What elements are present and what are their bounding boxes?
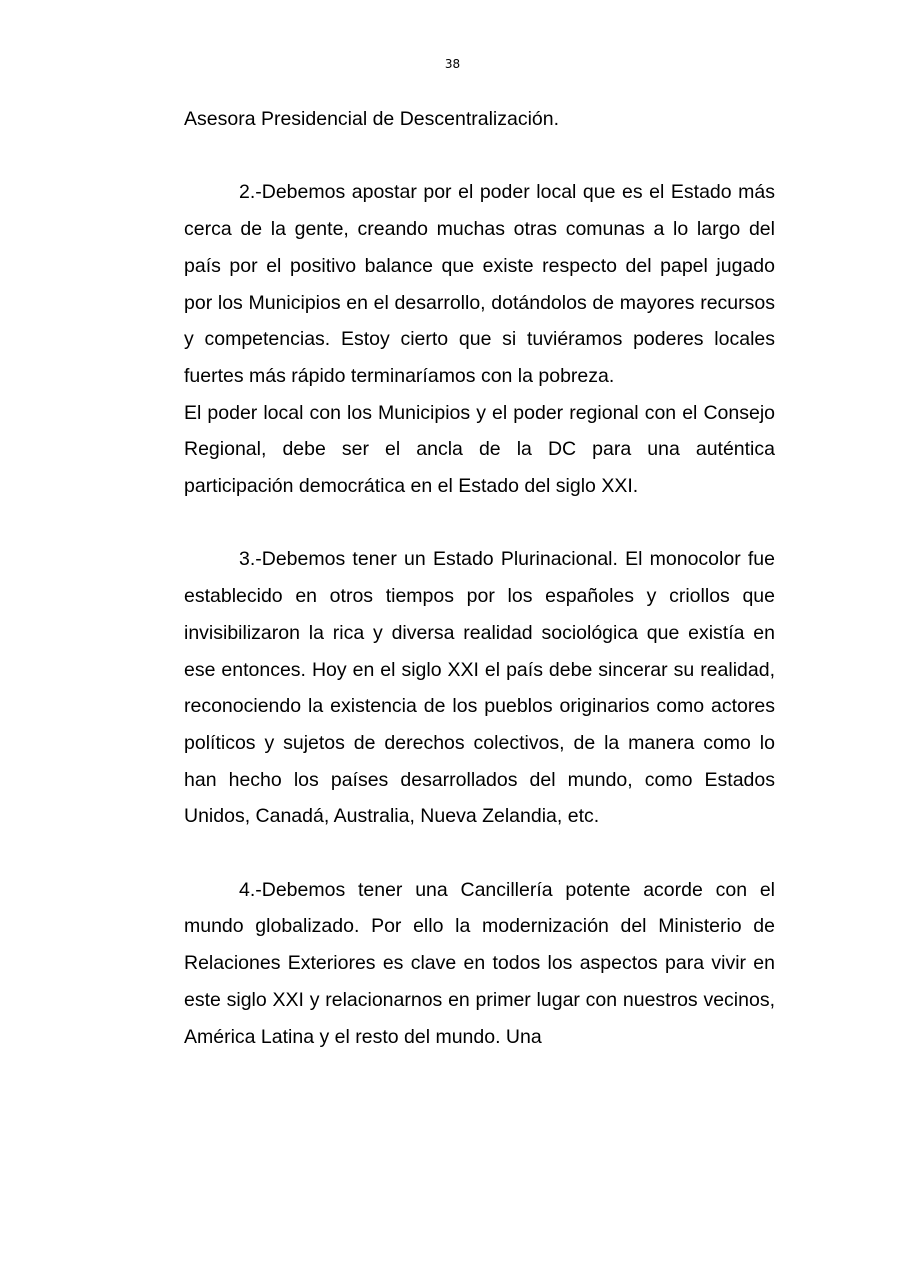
page-number: 38 bbox=[444, 57, 461, 71]
paragraph-local-power: El poder local con los Municipios y el poder regional con el Consejo Regional, debe ser el ancla de la DC para una auténtica participación democrática en el Estado del siglo XXI. bbox=[184, 401, 775, 498]
paragraph-point-3: 3.-Debemos tener un Estado Plurinacional. El monocolor fue establecido en otros tiempos por los españoles y criollos que invisibilizaron la rica y diversa realidad sociológica que existía en ese entonces. Hoy en el siglo XXI el país debe sincerar su realidad, reconociendo la existencia de los pueblos originarios como actores políticos y sujetos de derechos colectivos, de la manera como lo han hecho los países desarrollados del mundo, como Estados Unidos, Canadá, Australia, Nueva Zelandia, etc. bbox=[184, 548, 775, 828]
paragraph-gap bbox=[184, 138, 775, 175]
document-body bbox=[184, 101, 775, 1055]
paragraph-point-4: 4.-Debemos tener una Cancillería potente acorde con el mundo globalizado. Por ello la modernización del Ministerio de Relaciones Exteriores es clave en todos los aspectos para vivir en este siglo XXI y relacionarnos en primer lugar con nuestros vecinos, América Latina y el resto del mundo. Una bbox=[184, 878, 775, 1048]
paragraph-continuation: Asesora Presidencial de Descentralización. bbox=[184, 108, 560, 130]
paragraph-gap bbox=[184, 835, 775, 872]
paragraph-gap bbox=[184, 505, 775, 542]
paragraph-point-2: 2.-Debemos apostar por el poder local que es el Estado más cerca de la gente, creando muchas otras comunas a lo largo del país por el positivo balance que existe respecto del papel jugado por los Municipios en el desarrollo, dotándolos de mayores recursos y competencias. Estoy cierto que si tuviéramos poderes locales fuertes más rápido terminaríamos con la pobreza. bbox=[184, 181, 775, 387]
